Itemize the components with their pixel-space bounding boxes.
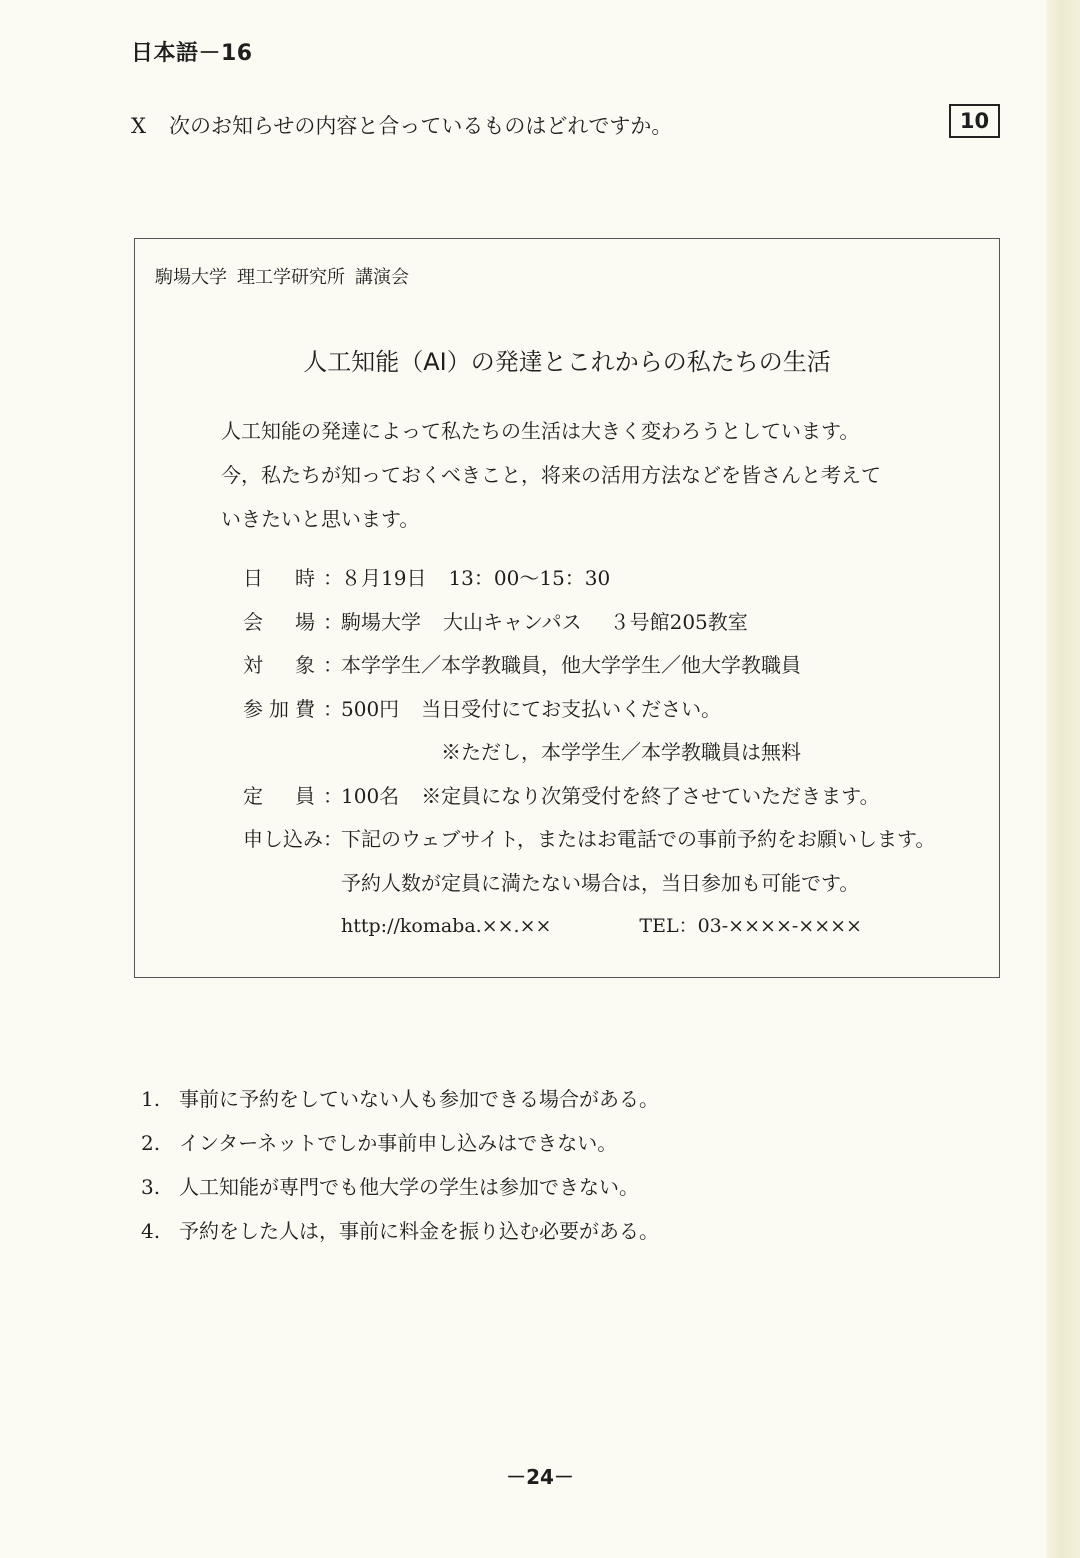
fee-note: ※ただし，本学学生／本学教職員は無料 bbox=[441, 740, 801, 764]
fee-value bbox=[341, 697, 721, 721]
section-code: 日本語－16 bbox=[131, 41, 253, 66]
page-number: －24－ bbox=[506, 1465, 574, 1489]
datetime-value bbox=[341, 566, 610, 590]
answer-option[interactable]: 3. 人工知能が専門でも他大学の学生は参加できない。 bbox=[141, 1175, 639, 1199]
notice-intro bbox=[221, 409, 881, 541]
event-time: 13：00～15：30 bbox=[448, 566, 611, 590]
application-label: 申し込み bbox=[243, 827, 323, 851]
host-department: 理工学研究所 bbox=[237, 267, 345, 288]
question-number-box: 10 bbox=[949, 104, 1000, 138]
venue-value: 駒場大学 大山キャンパス ３号館205教室 bbox=[341, 609, 748, 634]
fee-payment: 当日受付にてお支払いください。 bbox=[421, 696, 722, 721]
fee-amount: 500円 bbox=[341, 696, 400, 721]
host-event-type: 講演会 bbox=[355, 267, 409, 288]
fee-label: 参 加 費 bbox=[243, 696, 315, 721]
target-value: 本学学生／本学教職員，他大学学生／他大学教職員 bbox=[341, 653, 801, 677]
intro-line: 人工知能の発達によって私たちの生活は大きく変わろうとしています。 bbox=[221, 419, 860, 443]
target-label: 対 象 bbox=[243, 653, 315, 677]
phone-number: TEL：03-××××-×××× bbox=[639, 915, 862, 937]
intro-line: いきたいと思います。 bbox=[221, 507, 420, 531]
contact-info bbox=[341, 914, 862, 938]
answer-option[interactable]: 4. 予約をした人は，事前に料金を振り込む必要がある。 bbox=[141, 1219, 659, 1243]
application-line2: 予約人数が定員に満たない場合は，当日参加も可能です。 bbox=[341, 870, 860, 895]
host-university: 駒場大学 bbox=[155, 267, 227, 288]
capacity-value: 100名 ※定員になり次第受付を終了させていただきます。 bbox=[341, 783, 880, 808]
application-line1: 下記のウェブサイト，またはお電話での事前予約をお願いします。 bbox=[341, 827, 936, 851]
question-mark: X bbox=[131, 114, 146, 138]
answer-option[interactable]: 1. 事前に予約をしていない人も参加できる場合がある。 bbox=[141, 1087, 659, 1111]
question-prompt bbox=[131, 110, 672, 140]
datetime-label: 日 時 bbox=[243, 566, 315, 590]
answer-option[interactable]: 2. インターネットでしか事前申し込みはできない。 bbox=[141, 1131, 618, 1155]
venue-label: 会 場 bbox=[243, 609, 315, 634]
event-date: ８月19日 bbox=[341, 566, 427, 590]
answer-options bbox=[141, 1085, 659, 1261]
capacity-note: ※定員になり次第受付を終了させていただきます。 bbox=[421, 783, 880, 808]
notice-box: 駒場大学 理工学研究所 講演会 人工知能（AI）の発達とこれからの私たちの生活 人工知能の発達によって私たちの生活は大きく変わろうとしています。 今，私たちが知っておくべきこと，将来の活用方法などを皆さんと考えて いきたいと思います。 日 時 ： ８月19日 13：00～15：30 会 場 ： 駒場大学 大山キャンパス ３号館205教室 対 象 ： 本学学生／本学教職員，他大学学生／他大学教職員 参 加 費 ： 500円 当日受付にてお支払いください。 ※ただし，本学学生／本学教職員は無料 定 員 ： 100名 ※定員になり次第受付を終了させていただきます。 申し込み ： 下記のウェブサイト，またはお電話での事前予約をお願いします。 予約人数が定員に満たない場合は，当日参加も可能です。 http://komaba.××.×× TEL：03-××××-×××× bbox=[134, 238, 1000, 978]
intro-line: 今，私たちが知っておくべきこと，将来の活用方法などを皆さんと考えて bbox=[221, 463, 881, 487]
notice-title: 人工知能（AI）の発達とこれからの私たちの生活 bbox=[303, 348, 831, 376]
page-edge-shadow bbox=[1046, 0, 1080, 1558]
capacity-label: 定 員 bbox=[243, 783, 315, 808]
question-text: 次のお知らせの内容と合っているものはどれですか。 bbox=[169, 114, 673, 138]
notice-host bbox=[155, 263, 409, 289]
website-url[interactable]: http://komaba.××.×× bbox=[341, 915, 552, 937]
